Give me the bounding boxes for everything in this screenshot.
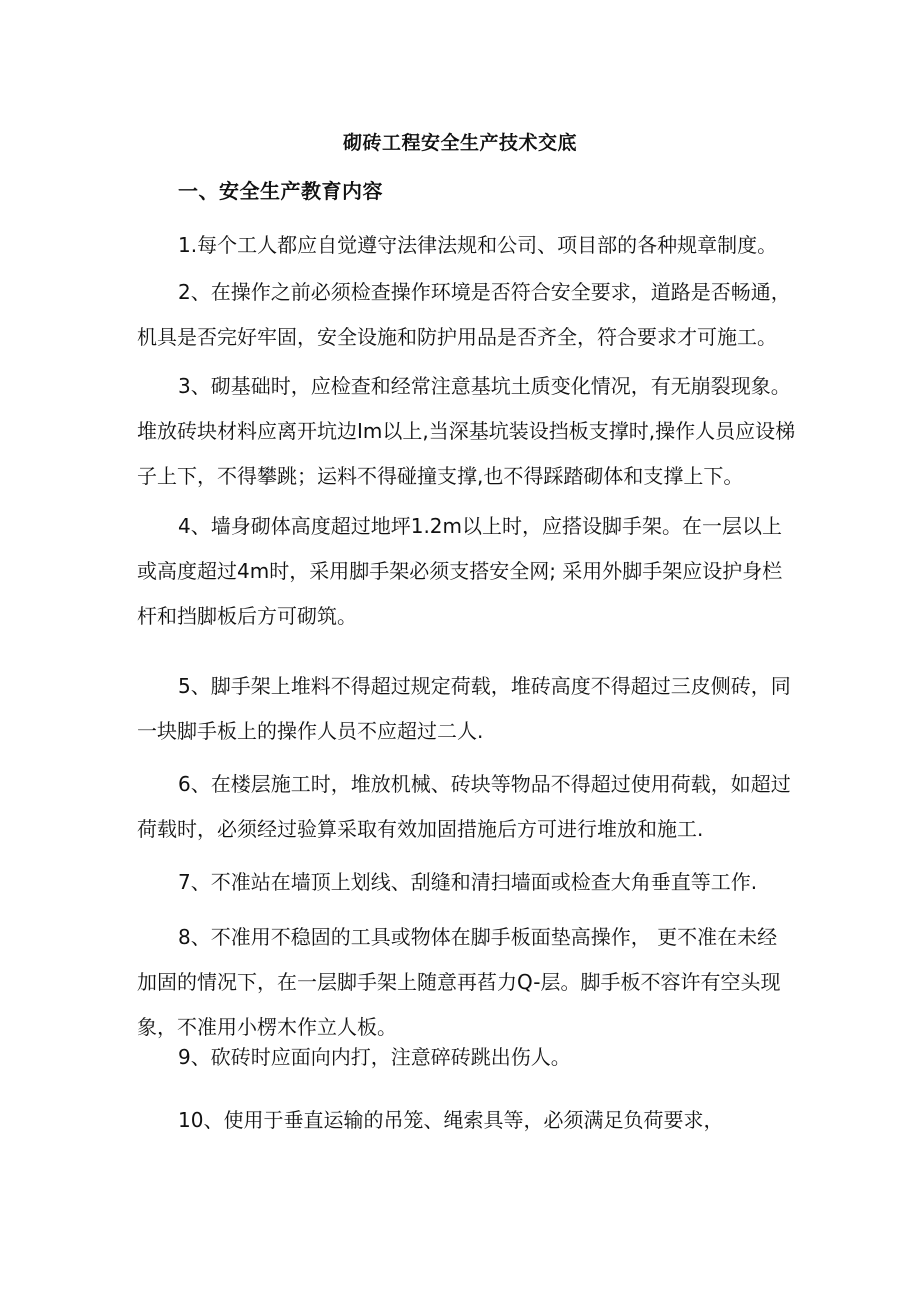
paragraph-6: 6、在楼层施工时，堆放机械、砖块等物品不得超过使用荷载，如超过荷载时，必须经过验算采取有效加固措施后方可进行堆放和施工.	[137, 772, 791, 841]
paragraph-9: 9、砍砖时应面向内打，注意碎砖跳出伤人。	[178, 1045, 571, 1069]
paragraph-8: 8、不准用不稳固的工具或物体在脚手板面垫高操作， 更不准在未经加固的情况下，在一层脚手架上随意再萏力Q-层。脚手板不容许有空头现象，不准用小楞木作立人板。	[137, 925, 781, 1039]
section-heading: 一、安全生产教育内容	[178, 179, 383, 203]
paragraph-5: 5、脚手架上堆料不得超过规定荷载，堆砖高度不得超过三皮侧砖，同一块脚手板上的操作人员不应超过二人.	[137, 674, 791, 743]
paragraph-10: 10、使用于垂直运输的吊笼、绳索具等，必须满足负荷要求，	[178, 1108, 724, 1132]
paragraph-2: 2、在操作之前必须检查操作环境是否符合安全要求，道路是否畅通，机具是否完好牢固，安全设施和防护用品是否齐全，符合要求才可施工。	[137, 280, 791, 349]
paragraph-3: 3、砌基础时，应检查和经常注意基坑土质变化情况，有无崩裂现象。堆放砖块材料应离开坑边Im以上,当深基坑装设挡板支撑时,操作人员应设梯子上下，不得攀跳；运料不得碰撞支撑,也不得踩踏砌体和支撑上下。	[137, 374, 796, 488]
paragraph-4: 4、墙身砌体高度超过地坪1.2m以上时，应搭设脚手架。在一层以上或高度超过4m时，采用脚手架必须支搭安全网; 采用外脚手架应设护身栏杆和挡脚板后方可砌筑。	[137, 514, 783, 628]
paragraph-1: 1.每个工人都应自觉遵守法律法规和公司、项目部的各种规章制度。	[178, 233, 778, 257]
document-title: 砌砖工程安全生产技术交底	[342, 132, 577, 154]
paragraph-7: 7、不准站在墙顶上划线、刮缝和清扫墙面或检查大角垂直等工作.	[178, 870, 758, 894]
